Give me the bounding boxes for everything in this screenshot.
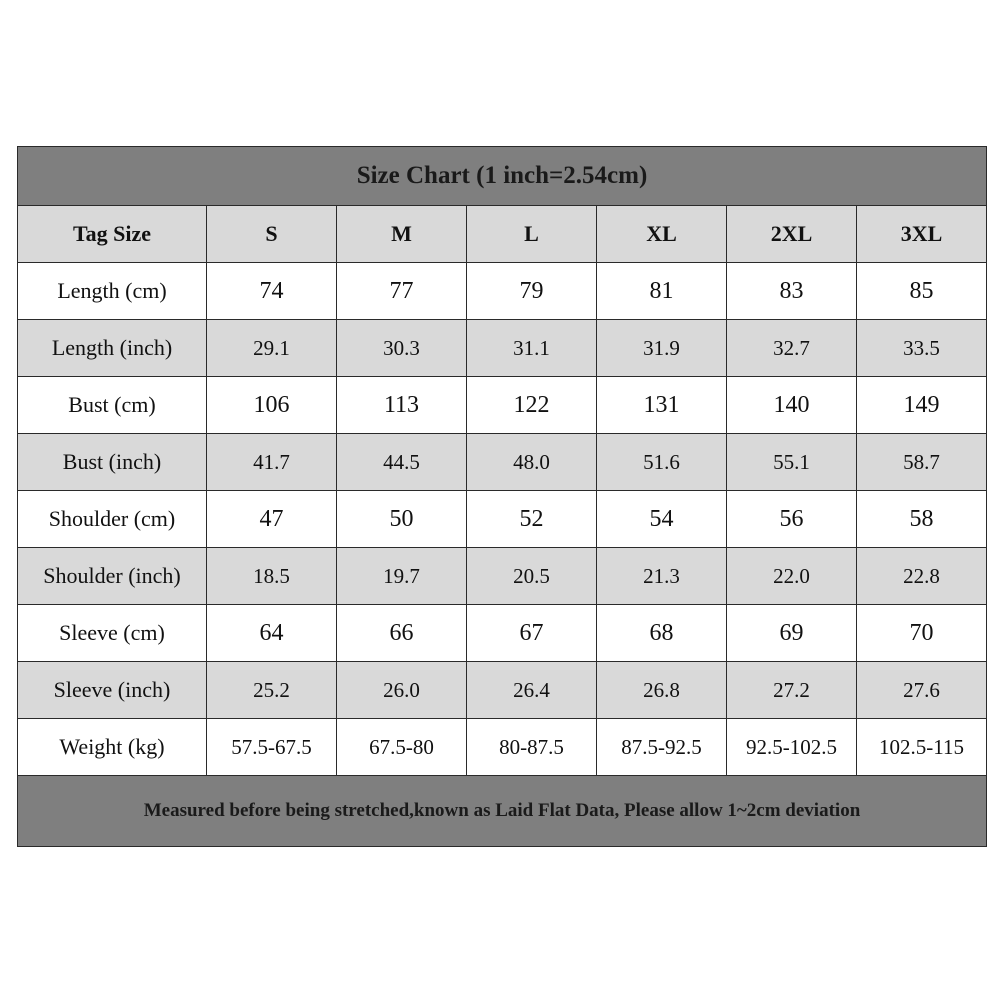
row-label: Weight (kg) (18, 719, 207, 776)
table-cell: 26.4 (467, 662, 597, 719)
row-label: Bust (inch) (18, 434, 207, 491)
table-cell: 80-87.5 (467, 719, 597, 776)
table-cell: 25.2 (207, 662, 337, 719)
note-row (18, 776, 987, 847)
measurement-note: Measured before being stretched,known as Laid Flat Data, Please allow 1~2cm deviation (18, 776, 987, 847)
table-cell: 113 (337, 377, 467, 434)
table-cell: 70 (857, 605, 987, 662)
row-label: Sleeve (cm) (18, 605, 207, 662)
table-row (18, 434, 987, 491)
header-size-l: L (467, 206, 597, 263)
row-label: Length (inch) (18, 320, 207, 377)
table-row (18, 377, 987, 434)
table-cell: 102.5-115 (857, 719, 987, 776)
row-label: Bust (cm) (18, 377, 207, 434)
table-cell: 57.5-67.5 (207, 719, 337, 776)
table-cell: 27.2 (727, 662, 857, 719)
table-cell: 41.7 (207, 434, 337, 491)
table-cell: 50 (337, 491, 467, 548)
table-cell: 131 (597, 377, 727, 434)
table-row (18, 548, 987, 605)
table-cell: 58 (857, 491, 987, 548)
table-cell: 20.5 (467, 548, 597, 605)
table-cell: 26.8 (597, 662, 727, 719)
table-cell: 22.8 (857, 548, 987, 605)
table-cell: 122 (467, 377, 597, 434)
table-row (18, 263, 987, 320)
title-row (18, 147, 987, 206)
header-size-2xl: 2XL (727, 206, 857, 263)
table-cell: 31.1 (467, 320, 597, 377)
row-label: Shoulder (inch) (18, 548, 207, 605)
table-cell: 51.6 (597, 434, 727, 491)
table-cell: 29.1 (207, 320, 337, 377)
table-cell: 69 (727, 605, 857, 662)
table-cell: 83 (727, 263, 857, 320)
table-cell: 149 (857, 377, 987, 434)
table-cell: 33.5 (857, 320, 987, 377)
table-cell: 47 (207, 491, 337, 548)
table-row (18, 662, 987, 719)
table-cell: 67.5-80 (337, 719, 467, 776)
row-label: Shoulder (cm) (18, 491, 207, 548)
table-cell: 74 (207, 263, 337, 320)
table-cell: 66 (337, 605, 467, 662)
header-size-xl: XL (597, 206, 727, 263)
header-size-m: M (337, 206, 467, 263)
table-cell: 67 (467, 605, 597, 662)
table-cell: 30.3 (337, 320, 467, 377)
header-tag-size: Tag Size (18, 206, 207, 263)
chart-title: Size Chart (1 inch=2.54cm) (18, 147, 987, 206)
table-cell: 87.5-92.5 (597, 719, 727, 776)
header-row (18, 206, 987, 263)
row-label: Length (cm) (18, 263, 207, 320)
table-cell: 19.7 (337, 548, 467, 605)
header-size-s: S (207, 206, 337, 263)
table-cell: 55.1 (727, 434, 857, 491)
table-cell: 56 (727, 491, 857, 548)
table-row (18, 320, 987, 377)
table-cell: 140 (727, 377, 857, 434)
table-cell: 21.3 (597, 548, 727, 605)
table-cell: 48.0 (467, 434, 597, 491)
table-cell: 44.5 (337, 434, 467, 491)
table-row (18, 605, 987, 662)
table-cell: 22.0 (727, 548, 857, 605)
table-cell: 64 (207, 605, 337, 662)
header-size-3xl: 3XL (857, 206, 987, 263)
row-label: Sleeve (inch) (18, 662, 207, 719)
table-cell: 54 (597, 491, 727, 548)
table-cell: 31.9 (597, 320, 727, 377)
table-cell: 85 (857, 263, 987, 320)
table-row (18, 491, 987, 548)
table-cell: 92.5-102.5 (727, 719, 857, 776)
table-cell: 26.0 (337, 662, 467, 719)
table-cell: 32.7 (727, 320, 857, 377)
table-cell: 27.6 (857, 662, 987, 719)
table-cell: 58.7 (857, 434, 987, 491)
table-cell: 68 (597, 605, 727, 662)
table-row (18, 719, 987, 776)
table-cell: 77 (337, 263, 467, 320)
size-chart-table (17, 146, 987, 847)
table-cell: 18.5 (207, 548, 337, 605)
table-cell: 79 (467, 263, 597, 320)
table-cell: 52 (467, 491, 597, 548)
table-cell: 81 (597, 263, 727, 320)
table-cell: 106 (207, 377, 337, 434)
